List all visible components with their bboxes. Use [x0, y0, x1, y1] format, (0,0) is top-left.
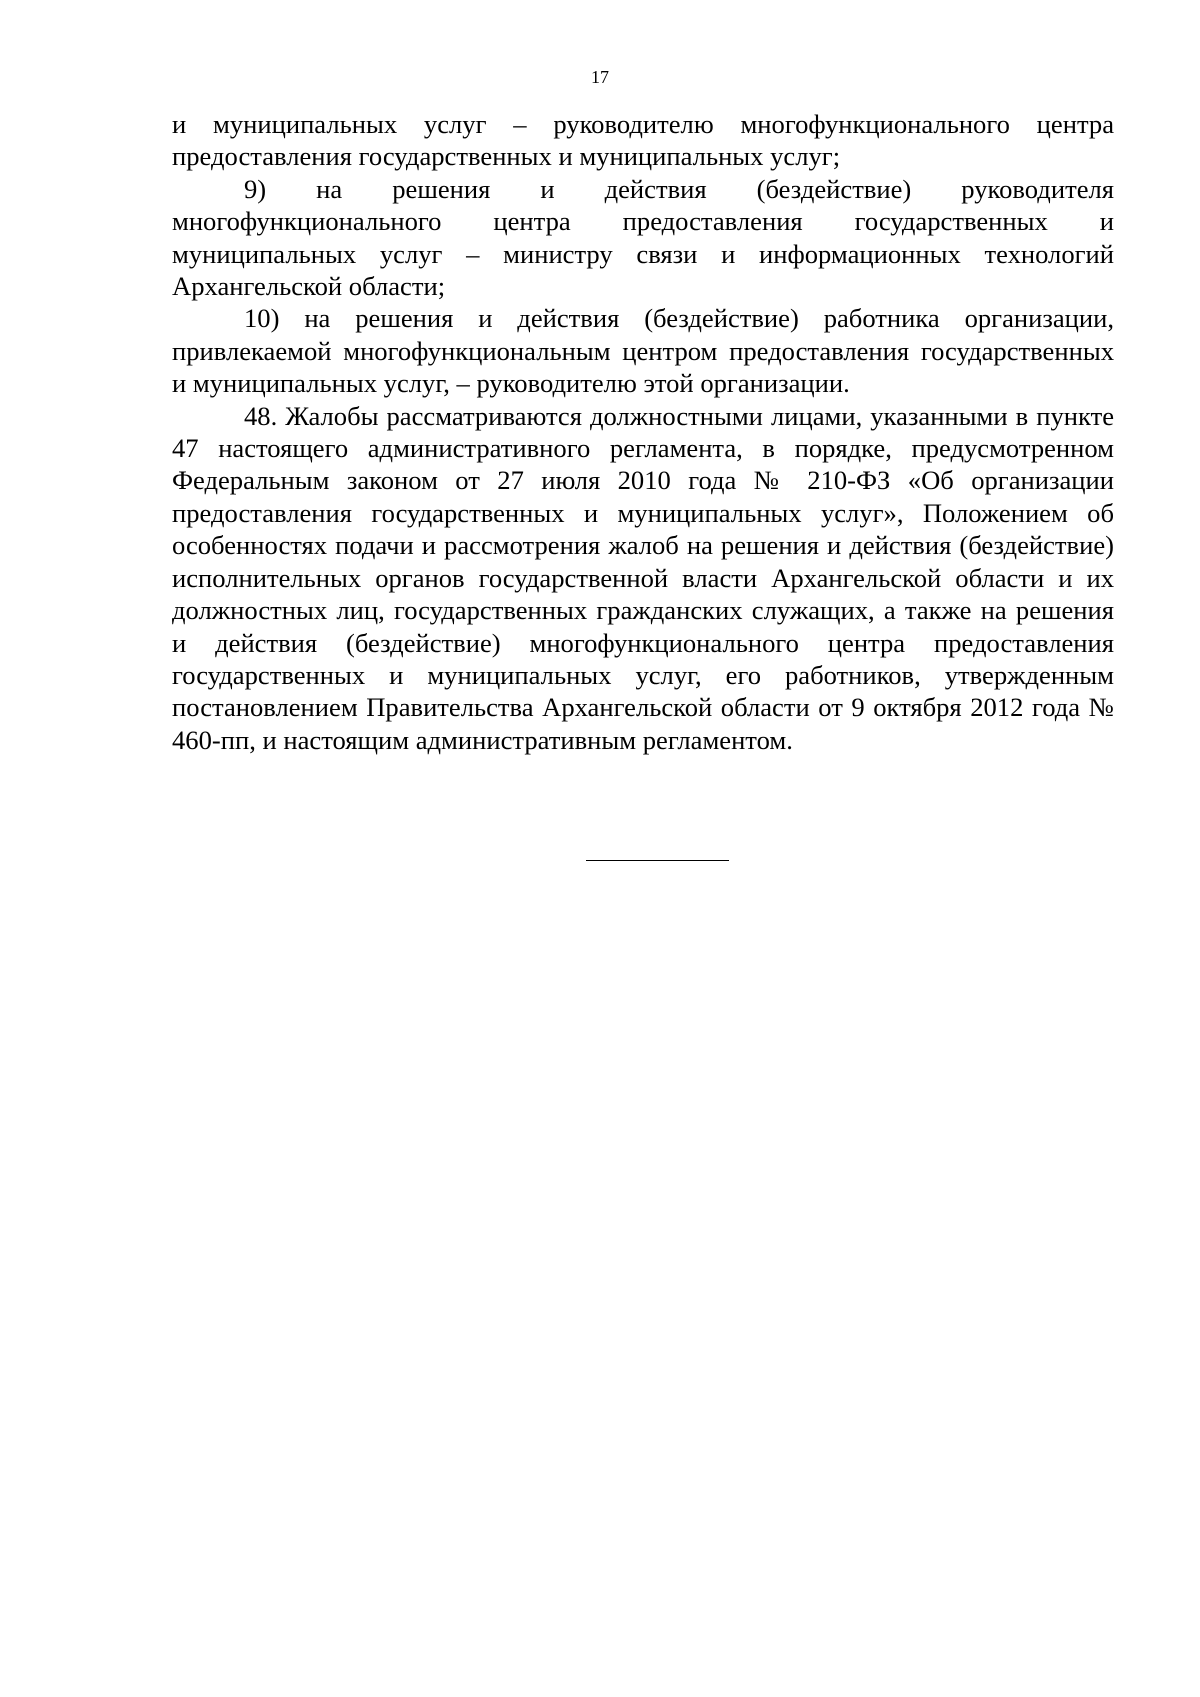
document-body — [172, 108, 1114, 756]
paragraph-continuation: и муниципальных услуг – руководителю многофункционального центра предоставления государственных и муниципальных услуг; — [172, 109, 1114, 172]
paragraph-item-9: 9) на решения и действия (бездействие) руководителя многофункционального центра предоставления государственных и муниципальных услуг – министру связи и информационных технологий Архангельской области; — [172, 173, 1114, 302]
paragraph-clause-48: 48. Жалобы рассматриваются должностными лицами, указанными в пункте 47 настоящего административного регламента, в порядке, предусмотренном Федеральным законом от 27 июля 2010 года № 210-ФЗ «Об организации предоставления государственных и муниципальных услуг», Положением об особенностях подачи и рассмотрения жалоб на решения и действия (бездействие) исполнительных органов государственной власти Архангельской области и их должностных лиц, государственных гражданских служащих, а также на решения и действия (бездействие) многофункционального центра предоставления государственных и муниципальных услуг, его работников, утвержденным постановлением Правительства Архангельской области от 9 октября 2012 года № 460-пп, и настоящим административным регламентом. — [172, 400, 1114, 755]
paragraph-item-10: 10) на решения и действия (бездействие) работника организации, привлекаемой многофункциональным центром предоставления государственных и муниципальных услуг, – руководителю этой организации. — [172, 303, 1114, 399]
end-of-document-rule — [586, 860, 729, 861]
page-number: 17 — [591, 67, 609, 87]
